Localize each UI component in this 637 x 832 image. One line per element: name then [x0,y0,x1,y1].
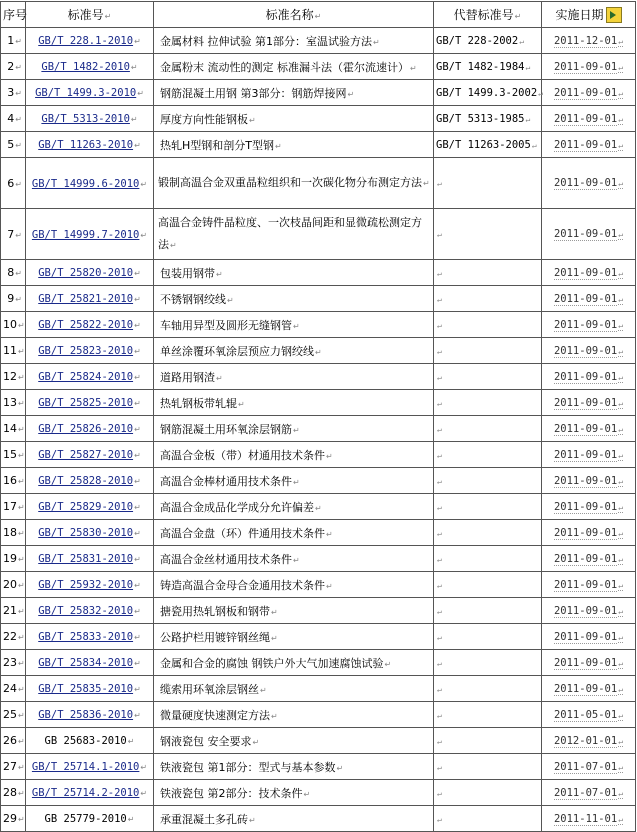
standard-link[interactable]: GB/T 25830-2010 [38,527,134,539]
row-code[interactable]: GB/T 25823-2010↵ [26,338,154,364]
table-row [1,416,636,442]
standard-link[interactable]: GB/T 25932-2010 [38,579,134,591]
row-index: 23↵ [1,650,26,676]
row-index: 10↵ [1,312,26,338]
row-replace: ↵ [434,780,542,806]
row-code[interactable]: GB/T 5313-2010↵ [26,106,154,132]
row-index: 8↵ [1,260,26,286]
row-name: 高温合金铸件晶粒度、一次枝晶间距和显微疏松测定方法↵ [154,209,434,260]
row-date: 2011-09-01↵ [542,494,636,520]
row-date: 2011-09-01↵ [542,676,636,702]
row-index: 26↵ [1,728,26,754]
standard-link[interactable]: GB/T 11263-2010 [38,139,134,151]
row-replace: ↵ [434,260,542,286]
row-index: 13↵ [1,390,26,416]
table-row [1,390,636,416]
row-replace: ↵ [434,702,542,728]
row-date: 2011-09-01↵ [542,572,636,598]
row-date: 2011-09-01↵ [542,416,636,442]
table-row [1,80,636,106]
row-name: 高温合金棒材通用技术条件↵ [154,468,434,494]
row-index: 1↵ [1,28,26,54]
row-index: 24↵ [1,676,26,702]
table-row [1,28,636,54]
standard-link[interactable]: GB/T 228.1-2010 [38,35,134,47]
row-replace: GB/T 1499.3-2002↵ [434,80,542,106]
row-name: 微量硬度快速测定方法↵ [154,702,434,728]
row-date: 2011-09-01↵ [542,80,636,106]
row-name: 厚度方向性能钢板↵ [154,106,434,132]
row-index: 11↵ [1,338,26,364]
row-code[interactable]: GB/T 11263-2010↵ [26,132,154,158]
table-row [1,338,636,364]
row-replace: ↵ [434,728,542,754]
row-name: 热轧H型钢和剖分T型钢↵ [154,132,434,158]
row-replace: ↵ [434,806,542,832]
table-row [1,780,636,806]
row-date: 2011-09-01↵ [542,260,636,286]
row-name: 公路护栏用镀锌钢丝绳↵ [154,624,434,650]
row-index: 16↵ [1,468,26,494]
standard-link[interactable]: GB/T 25828-2010 [38,475,134,487]
row-replace: ↵ [434,338,542,364]
standard-link[interactable]: GB 25779-2010 [44,813,127,825]
row-index: 14↵ [1,416,26,442]
row-index: 18↵ [1,520,26,546]
standard-link[interactable]: GB/T 25714.1-2010 [31,761,140,773]
row-name: 高温合金成品化学成分允许偏差↵ [154,494,434,520]
row-code[interactable]: GB/T 1499.3-2010↵ [26,80,154,106]
row-index: 4↵ [1,106,26,132]
row-index: 19↵ [1,546,26,572]
row-name: 缆索用环氧涂层钢丝↵ [154,676,434,702]
row-replace: ↵ [434,624,542,650]
table-row [1,364,636,390]
row-name: 承重混凝土多孔砖↵ [154,806,434,832]
row-name: 车轴用异型及圆形无缝钢管↵ [154,312,434,338]
table-row [1,158,636,209]
row-code[interactable]: GB/T 25820-2010↵ [26,260,154,286]
row-code[interactable]: GB/T 25932-2010↵ [26,572,154,598]
header-code: 标准号↵ [26,2,154,28]
row-date: 2011-09-01↵ [542,624,636,650]
row-code[interactable]: GB/T 25824-2010↵ [26,364,154,390]
header-name: 标准名称↵ [154,2,434,28]
standards-table [0,1,636,832]
row-index: 9↵ [1,286,26,312]
row-name: 钢筋混凝土用环氧涂层钢筋↵ [154,416,434,442]
row-date: 2011-09-01↵ [542,106,636,132]
table-row [1,702,636,728]
table-row [1,260,636,286]
row-index: 12↵ [1,364,26,390]
row-code[interactable]: GB/T 25714.2-2010↵ [26,780,154,806]
row-name: 金属和合金的腐蚀 钢铁户外大气加速腐蚀试验↵ [154,650,434,676]
table-row [1,806,636,832]
row-code[interactable]: GB 25683-2010↵ [26,728,154,754]
row-code[interactable]: GB/T 1482-2010↵ [26,54,154,80]
header-replace: 代替标准号↵ [434,2,542,28]
row-name: 高温合金盘（环）件通用技术条件↵ [154,520,434,546]
header-row [1,2,636,28]
row-code[interactable]: GB/T 25714.1-2010↵ [26,754,154,780]
table-row [1,676,636,702]
row-name: 金属粉末 流动性的测定 标准漏斗法（霍尔流速计）↵ [154,54,434,80]
row-replace: GB/T 228-2002↵ [434,28,542,54]
table-row [1,650,636,676]
table-row [1,286,636,312]
standard-link[interactable]: GB/T 25823-2010 [38,345,134,357]
table-row [1,494,636,520]
row-replace: ↵ [434,572,542,598]
table-row [1,54,636,80]
row-replace: GB/T 11263-2005↵ [434,132,542,158]
standard-link[interactable]: GB/T 14999.7-2010 [31,228,140,241]
row-name: 单丝涂覆环氧涂层预应力钢绞线↵ [154,338,434,364]
row-date: 2011-12-01↵ [542,28,636,54]
row-replace: ↵ [434,598,542,624]
row-name: 道路用钢渣↵ [154,364,434,390]
row-replace: GB/T 1482-1984↵ [434,54,542,80]
row-date: 2011-09-01↵ [542,520,636,546]
row-code[interactable]: GB/T 25826-2010↵ [26,416,154,442]
row-name: 钢筋混凝土用钢 第3部分：钢筋焊接网↵ [154,80,434,106]
row-name: 不锈钢钢绞线↵ [154,286,434,312]
row-date: 2011-09-01↵ [542,598,636,624]
row-replace: ↵ [434,364,542,390]
standard-link[interactable]: GB/T 25833-2010 [38,631,134,643]
row-name: 铁液瓷包 第1部分：型式与基本参数↵ [154,754,434,780]
standard-link[interactable]: GB/T 25822-2010 [38,319,134,331]
row-code[interactable]: GB/T 25827-2010↵ [26,442,154,468]
row-index: 5↵ [1,132,26,158]
table-row [1,442,636,468]
standard-link[interactable]: GB/T 25821-2010 [38,293,134,305]
standard-link[interactable]: GB/T 25832-2010 [38,605,134,617]
row-code[interactable]: GB/T 14999.6-2010↵ [26,158,154,209]
row-code[interactable]: GB/T 228.1-2010↵ [26,28,154,54]
row-code[interactable]: GB/T 25832-2010↵ [26,598,154,624]
row-index: 27↵ [1,754,26,780]
row-date: 2012-01-01↵ [542,728,636,754]
standard-link[interactable]: GB/T 25835-2010 [38,683,134,695]
row-replace: ↵ [434,416,542,442]
standard-link[interactable]: GB/T 5313-2010 [41,113,130,125]
row-name: 热轧钢板带轧辊↵ [154,390,434,416]
row-date: 2011-07-01↵ [542,780,636,806]
row-code[interactable]: GB/T 25821-2010↵ [26,286,154,312]
row-replace: ↵ [434,650,542,676]
row-name: 铸造高温合金母合金通用技术条件↵ [154,572,434,598]
table-row [1,468,636,494]
header-date: 实施日期 [542,2,636,28]
row-index: 7↵ [1,209,26,260]
standard-link[interactable]: GB/T 25824-2010 [38,371,134,383]
row-name: 包装用钢带↵ [154,260,434,286]
row-replace: ↵ [434,442,542,468]
row-replace: ↵ [434,468,542,494]
table-row [1,209,636,260]
row-index: 15↵ [1,442,26,468]
standard-link[interactable]: GB/T 25827-2010 [38,449,134,461]
row-name: 搪瓷用热轧钢板和钢带↵ [154,598,434,624]
row-date: 2011-07-01↵ [542,754,636,780]
row-date: 2011-09-01↵ [542,468,636,494]
row-date: 2011-09-01↵ [542,209,636,260]
table-row [1,132,636,158]
row-code[interactable]: GB/T 25833-2010↵ [26,624,154,650]
row-replace: GB/T 5313-1985↵ [434,106,542,132]
row-date: 2011-09-01↵ [542,390,636,416]
standard-link[interactable]: GB 25683-2010 [44,735,127,747]
row-replace: ↵ [434,286,542,312]
standard-link[interactable]: GB/T 14999.6-2010 [31,177,140,190]
row-date: 2011-09-01↵ [542,364,636,390]
row-date: 2011-09-01↵ [542,158,636,209]
sort-icon[interactable] [606,7,622,23]
standard-link[interactable]: GB/T 25831-2010 [38,553,134,565]
standard-link[interactable]: GB/T 1482-2010 [41,61,130,73]
table-row [1,106,636,132]
table-row [1,312,636,338]
table-row [1,572,636,598]
row-date: 2011-09-01↵ [542,546,636,572]
row-name: 钢液瓷包 安全要求↵ [154,728,434,754]
row-replace: ↵ [434,520,542,546]
row-index: 22↵ [1,624,26,650]
standard-link[interactable]: GB/T 25714.2-2010 [31,787,140,799]
standard-link[interactable]: GB/T 25820-2010 [38,267,134,279]
table-row [1,520,636,546]
row-code[interactable]: GB/T 25825-2010↵ [26,390,154,416]
row-date: 2011-11-01↵ [542,806,636,832]
row-replace: ↵ [434,312,542,338]
row-replace: ↵ [434,754,542,780]
row-code[interactable]: GB/T 14999.7-2010↵ [26,209,154,260]
row-date: 2011-09-01↵ [542,54,636,80]
row-index: 21↵ [1,598,26,624]
standard-link[interactable]: GB/T 1499.3-2010 [35,87,137,99]
standard-link[interactable]: GB/T 25825-2010 [38,397,134,409]
row-name: 铁液瓷包 第2部分：技术条件↵ [154,780,434,806]
row-index: 28↵ [1,780,26,806]
row-code[interactable]: GB/T 25831-2010↵ [26,546,154,572]
row-date: 2011-09-01↵ [542,312,636,338]
row-code[interactable]: GB/T 25829-2010↵ [26,494,154,520]
row-replace: ↵ [434,676,542,702]
row-index: 2↵ [1,54,26,80]
table-body [1,28,636,832]
table-row [1,754,636,780]
row-code[interactable]: GB/T 25835-2010↵ [26,676,154,702]
standard-link[interactable]: GB/T 25836-2010 [38,709,134,721]
header-index: 序号 [1,2,26,28]
row-index: 25↵ [1,702,26,728]
row-code[interactable]: GB/T 25834-2010↵ [26,650,154,676]
row-code[interactable]: GB/T 25822-2010↵ [26,312,154,338]
table-row [1,624,636,650]
row-index: 29↵ [1,806,26,832]
row-replace: ↵ [434,546,542,572]
row-replace: ↵ [434,158,542,209]
row-date: 2011-09-01↵ [542,442,636,468]
row-name: 金属材料 拉伸试验 第1部分：室温试验方法↵ [154,28,434,54]
row-index: 6↵ [1,158,26,209]
standard-link[interactable]: GB/T 25834-2010 [38,657,134,669]
row-date: 2011-09-01↵ [542,338,636,364]
standard-link[interactable]: GB/T 25826-2010 [38,423,134,435]
row-index: 17↵ [1,494,26,520]
row-index: 20↵ [1,572,26,598]
row-date: 2011-05-01↵ [542,702,636,728]
row-date: 2011-09-01↵ [542,286,636,312]
table-row [1,598,636,624]
row-code[interactable]: GB/T 25828-2010↵ [26,468,154,494]
row-replace: ↵ [434,209,542,260]
table-row [1,728,636,754]
row-name: 高温合金板（带）材通用技术条件↵ [154,442,434,468]
row-name: 锻制高温合金双重晶粒组织和一次碳化物分布测定方法↵ [154,158,434,209]
row-code[interactable]: GB/T 25836-2010↵ [26,702,154,728]
table-row [1,546,636,572]
row-index: 3↵ [1,80,26,106]
row-replace: ↵ [434,390,542,416]
row-code[interactable]: GB/T 25830-2010↵ [26,520,154,546]
standard-link[interactable]: GB/T 25829-2010 [38,501,134,513]
row-code[interactable]: GB 25779-2010↵ [26,806,154,832]
row-replace: ↵ [434,494,542,520]
row-date: 2011-09-01↵ [542,132,636,158]
row-name: 高温合金丝材通用技术条件↵ [154,546,434,572]
row-date: 2011-09-01↵ [542,650,636,676]
